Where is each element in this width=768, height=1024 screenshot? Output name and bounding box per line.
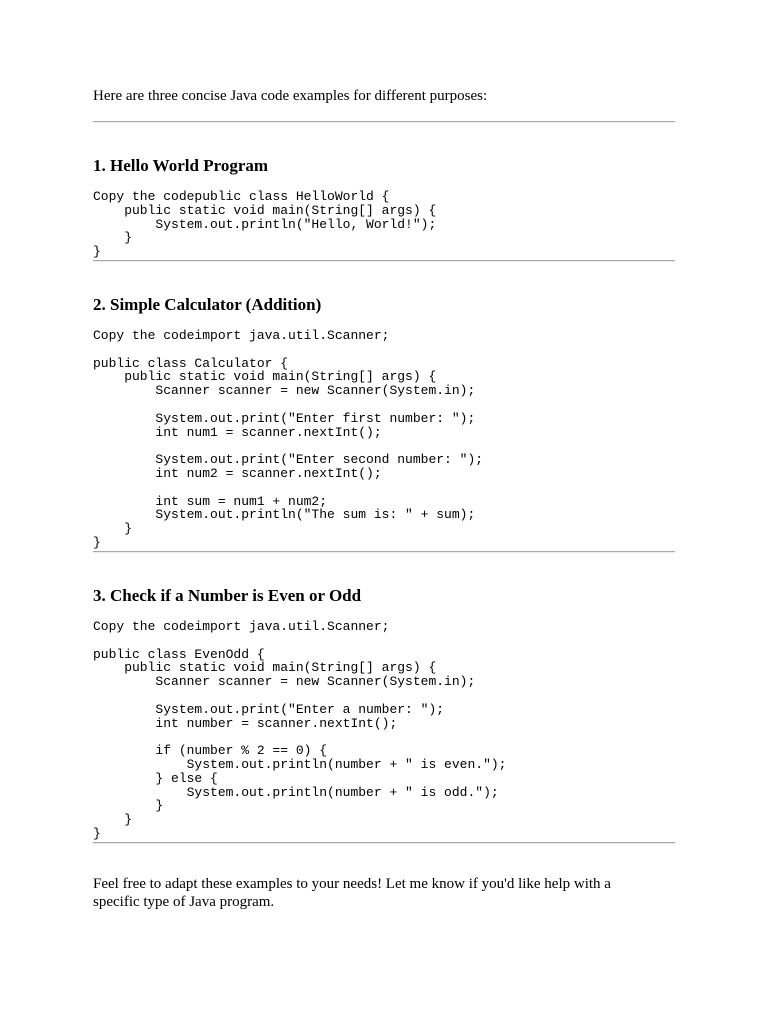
code-block-hello-world: Copy the codepublic class HelloWorld { public static void main(String[] args) { System.out.println("Hello, World!"); } } [93,189,437,260]
section-heading-hello-world: 1. Hello World Program [93,156,269,175]
closing-paragraph: Feel free to adapt these examples to your needs! Let me know if you'd like help with a specific type of Java program. [93,876,611,910]
divider [93,551,675,553]
code-block-calculator: Copy the codeimport java.util.Scanner; public class Calculator { public static void main(String[] args) { Scanner scanner = new Scanner(System.in); System.out.print("Enter first number: "); int num1 = scanner.nextInt(); System.out.print("Enter second number: "); int num2 = scanner.nextInt(); int sum = num1 + num2; System.out.println("The sum is: " + sum); } } [93,328,484,550]
divider [93,842,675,844]
divider [93,260,675,262]
intro-paragraph: Here are three concise Java code examples for different purposes: [93,88,488,104]
section-heading-even-odd: 3. Check if a Number is Even or Odd [93,586,362,605]
section-heading-calculator: 2. Simple Calculator (Addition) [93,295,322,314]
code-block-even-odd: Copy the codeimport java.util.Scanner; public class EvenOdd { public static void main(String[] args) { Scanner scanner = new Scanner(System.in); System.out.print("Enter a number: "); int number = scanner.nextInt(); if (number % 2 == 0) { System.out.println(number + " is even."); } else { System.out.println(number + " is odd."); } } } [93,619,507,841]
divider [93,121,675,123]
